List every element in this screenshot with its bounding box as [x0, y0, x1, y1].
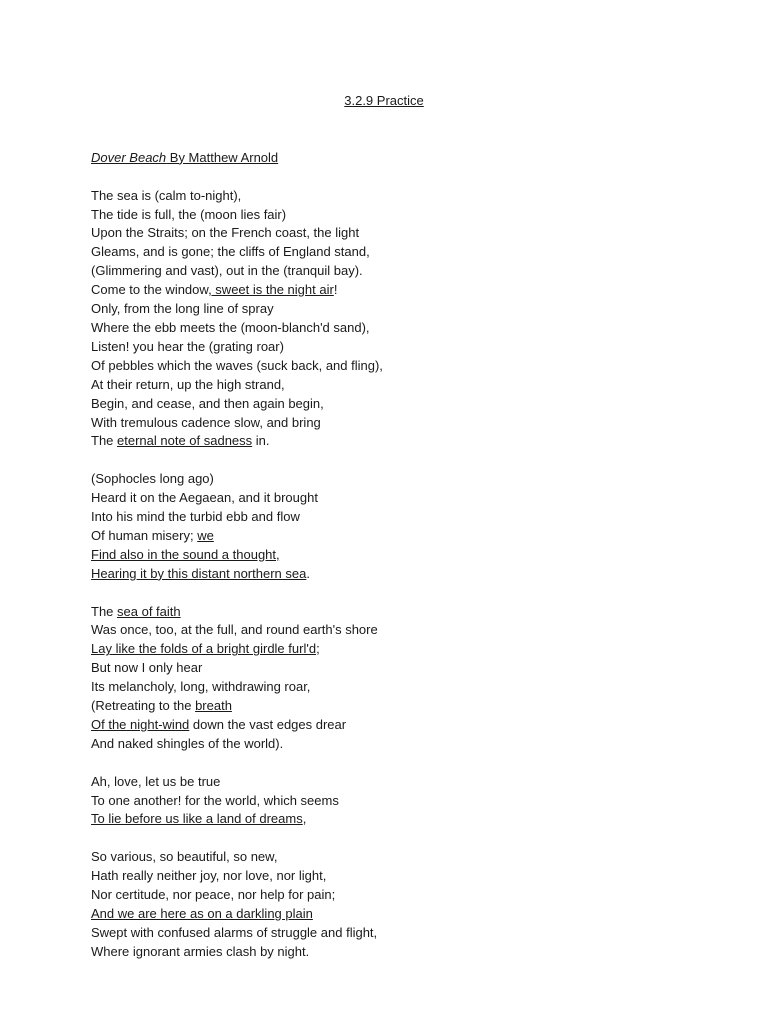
poem-line: [91, 773, 383, 792]
underlined-segment: sea of faith: [117, 603, 181, 619]
underlined-segment: , sweet is the night air: [208, 282, 334, 298]
underlined-segment: To lie before us like a land of dreams: [91, 811, 303, 827]
stanza-break: [91, 829, 383, 848]
poem-line: [91, 224, 383, 243]
stanza-break: [91, 451, 383, 470]
text-segment: Listen! you hear the (grating roar): [91, 338, 284, 354]
underlined-segment: Find also in the sound a thought,: [91, 546, 280, 562]
text-segment: (Retreating to the: [91, 698, 196, 714]
poem-line: [91, 187, 383, 206]
poem-line: [91, 546, 383, 565]
poem-title: Dover Beach: [91, 149, 167, 165]
poem-line: [91, 792, 383, 811]
poem-line: [91, 924, 383, 943]
poem-line: [91, 697, 383, 716]
text-segment: So various, so beautiful, so new,: [91, 849, 278, 865]
text-segment: To one another! for the world, which seems: [91, 792, 339, 808]
text-segment: The sea is (calm to-night),: [91, 187, 242, 203]
text-segment: in.: [252, 433, 270, 449]
underlined-segment: breath: [195, 698, 232, 714]
text-segment: Of pebbles which the waves (suck back, and fling),: [91, 357, 383, 373]
poem-line: [91, 848, 383, 867]
poem-line: [91, 640, 383, 659]
poem-line: [91, 508, 383, 527]
poem-line: [91, 886, 383, 905]
underlined-segment: we: [197, 527, 214, 543]
text-segment: Only, from the long line of spray: [91, 301, 274, 317]
text-segment: Was once, too, at the full, and round earth's shore: [91, 622, 378, 638]
poem-line: [91, 432, 383, 451]
poem-line: [91, 603, 383, 622]
text-segment: .: [306, 565, 310, 581]
poem-title-line: [91, 149, 383, 168]
text-segment: Heard it on the Aegaean, and it brought: [91, 490, 318, 506]
text-segment: Of human misery;: [91, 527, 198, 543]
text-segment: Into his mind the turbid ebb and flow: [91, 509, 300, 525]
poem-line: [91, 357, 383, 376]
underlined-segment: Of the night-wind: [91, 716, 190, 732]
text-segment: Gleams, and is gone; the cliffs of England stand,: [91, 244, 370, 260]
poem-byline: By Matthew Arnold: [166, 149, 279, 165]
poem-line: [91, 300, 383, 319]
poem-line: [91, 319, 383, 338]
poem-line: [91, 470, 383, 489]
text-segment: ;: [316, 641, 320, 657]
text-segment: down the vast edges drear: [189, 716, 347, 732]
text-segment: With tremulous cadence slow, and bring: [91, 414, 321, 430]
poem-line: [91, 262, 383, 281]
text-segment: Where the ebb meets the (moon-blanch'd sand),: [91, 319, 370, 335]
text-segment: Come to the window: [91, 282, 209, 298]
underlined-segment: Lay like the folds of a bright girdle furl'd: [91, 641, 317, 657]
poem-line: [91, 621, 383, 640]
text-segment: Where ignorant armies clash by night.: [91, 943, 310, 959]
poem-line: [91, 716, 383, 735]
text-segment: !: [333, 282, 338, 298]
poem-line: [91, 376, 383, 395]
poem-line: [91, 281, 383, 300]
text-segment: (Glimmering and vast), out in the (tranquil bay).: [91, 263, 363, 279]
text-segment: Upon the Straits; on the French coast, the light: [91, 225, 360, 241]
poem-line: [91, 414, 383, 433]
page-title: 3.2.9 Practice: [344, 93, 424, 108]
poem-line: [91, 565, 383, 584]
poem-line: [91, 395, 383, 414]
poem-line: [91, 735, 383, 754]
text-segment: (Sophocles long ago): [91, 471, 214, 487]
stanza-break: [91, 754, 383, 773]
text-segment: Nor certitude, nor peace, nor help for pain;: [91, 887, 336, 903]
text-segment: Its melancholy, long, withdrawing roar,: [91, 679, 311, 695]
text-segment: The: [91, 603, 118, 619]
poem-line: [91, 905, 383, 924]
poem-line: [91, 338, 383, 357]
poem-line: [91, 489, 383, 508]
text-segment: Begin, and cease, and then again begin,: [91, 395, 324, 411]
text-segment: Ah, love, let us be true: [91, 773, 221, 789]
text-segment: The tide is full, the (moon lies fair): [91, 206, 287, 222]
poem-body: [91, 111, 383, 962]
poem-line: [91, 243, 383, 262]
stanza-break: [91, 584, 383, 603]
underlined-segment: eternal note of sadness: [117, 433, 253, 449]
text-segment: The: [91, 433, 118, 449]
poem-line: [91, 867, 383, 886]
text-segment: Hath really neither joy, nor love, nor light,: [91, 868, 327, 884]
poem-line: [91, 527, 383, 546]
poem-line: [91, 659, 383, 678]
text-segment: At their return, up the high strand,: [91, 376, 285, 392]
text-segment: But now I only hear: [91, 660, 203, 676]
text-segment: ,: [302, 811, 307, 827]
underlined-segment: Hearing it by this distant northern sea: [91, 565, 307, 581]
poem-line: [91, 943, 383, 962]
underlined-segment: And we are here as on a darkling plain: [91, 906, 313, 921]
text-segment: And naked shingles of the world).: [91, 735, 284, 751]
poem-line: [91, 810, 383, 829]
poem-line: [91, 678, 383, 697]
poem-line: [91, 206, 383, 225]
text-segment: Swept with confused alarms of struggle and flight,: [91, 924, 378, 940]
